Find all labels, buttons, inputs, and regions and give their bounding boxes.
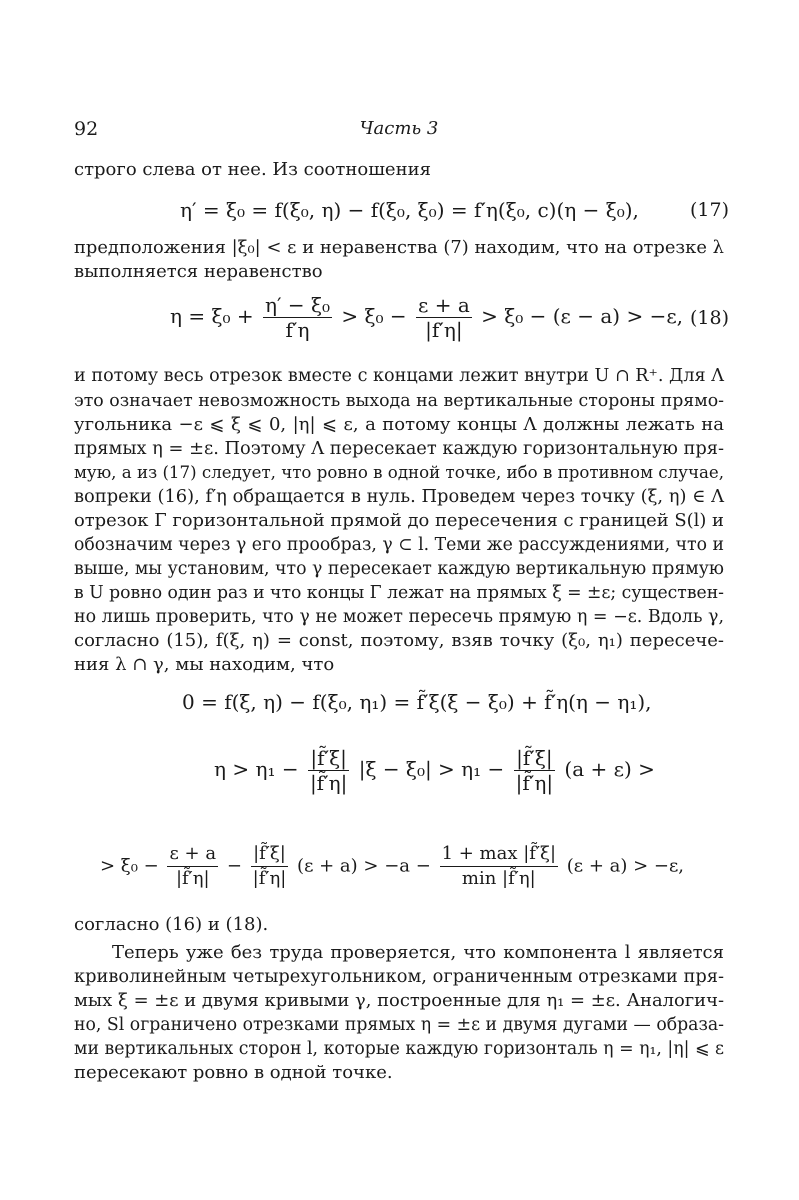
- eqC-part: −: [226, 855, 242, 877]
- text-line: строго слева от нее. Из соотношения: [74, 159, 431, 180]
- text-line: прямых η = ±ε. Поэтому Λ пересекает каждую горизонтальную пря-: [74, 438, 725, 459]
- eqC-part: (ε + a) > −ε,: [566, 855, 685, 877]
- numerator: |f̃′ξ|: [251, 842, 289, 867]
- text-line: предположения |ξ₀| < ε и неравенства (7) находим, что на отрезке λ: [74, 237, 724, 258]
- text-line: вопреки (16), f′η обращается в нуль. Проведем через точку (ξ, η) ∈ Λ: [74, 486, 724, 507]
- equation-number-17: (17): [690, 199, 730, 221]
- equation-c: [100, 842, 684, 891]
- eqB-part: η > η₁ −: [214, 757, 299, 781]
- text-line: Теперь уже без труда проверяется, что компонента l является: [112, 942, 724, 963]
- eq18-part: > ξ₀ − (ε − a) > −ε,: [481, 304, 684, 328]
- text-line: в U ровно один раз и что концы Γ лежат на прямых ξ = ±ε; существен-: [74, 583, 724, 603]
- text-line: это означает невозможность выхода на вертикальные стороны прямо-: [74, 391, 724, 411]
- text-line: но, Sl ограничено отрезками прямых η = ±ε и двумя дугами — образа-: [74, 1015, 724, 1035]
- eqC-part: (ε + a) > −a −: [297, 855, 431, 877]
- text-line: и потому весь отрезок вместе с концами лежит внутри U ∩ R⁺. Для Λ: [74, 366, 724, 386]
- text-line: угольника −ε ⩽ ξ ⩽ 0, |η| ⩽ ε, а потому концы Λ должны лежать на: [74, 414, 724, 435]
- text-line: согласно (15), f(ξ, η) = const, поэтому, взяв точку (ξ₀, η₁) пересече-: [74, 630, 724, 651]
- page-number: 92: [74, 118, 99, 140]
- eqB-part: |ξ − ξ₀| > η₁ −: [358, 757, 505, 781]
- text-line: ми вертикальных сторон l, которые каждую горизонталь η = η₁, |η| ⩽ ε: [74, 1039, 724, 1059]
- denominator: min |f̃′η|: [461, 868, 536, 889]
- denominator: |f̃′η|: [515, 771, 554, 795]
- text-line: выше, мы установим, что γ пересекает каждую вертикальную прямую: [74, 559, 724, 579]
- numerator: ε + a: [417, 293, 470, 317]
- denominator: |f̃′η|: [175, 868, 210, 889]
- text-line: отрезок Γ горизонтальной прямой до пересечения с границей S(l) и: [74, 510, 724, 531]
- denominator: f′η: [285, 318, 310, 342]
- equation-18: [170, 293, 683, 342]
- denominator: |f̃′η|: [309, 771, 348, 795]
- numerator: 1 + max |f̃′ξ|: [440, 842, 558, 867]
- eqB-part: (a + ε) >: [564, 757, 655, 781]
- equation-a: 0 = f(ξ, η) − f(ξ₀, η₁) = f̃′ξ(ξ − ξ₀) + f̃′η(η − η₁),: [182, 690, 652, 714]
- equation-b: [214, 746, 655, 795]
- eq18-fraction: [263, 293, 332, 342]
- eq18-part: η = ξ₀ +: [170, 304, 254, 328]
- text-line: согласно (16) и (18).: [74, 914, 269, 935]
- page-header: [74, 118, 724, 142]
- numerator: |f̃′ξ|: [514, 746, 555, 771]
- eqC-part: > ξ₀ −: [100, 855, 159, 877]
- numerator: |f̃′ξ|: [308, 746, 349, 771]
- text-line: ния λ ∩ γ, мы находим, что: [74, 654, 335, 675]
- eq18-fraction: [416, 293, 472, 342]
- eqC-fraction: [440, 842, 558, 891]
- eqC-fraction: [251, 842, 289, 891]
- text-line: пересекают ровно в одной точке.: [74, 1062, 393, 1083]
- denominator: |f̃′η|: [252, 868, 287, 889]
- denominator: |f′η|: [425, 318, 463, 342]
- running-head: Часть 3: [359, 118, 439, 139]
- text-line: криволинейным четырехугольником, ограниченным отрезками пря-: [74, 966, 724, 987]
- numerator: η′ − ξ₀: [264, 293, 330, 317]
- equation-17: η′ = ξ₀ = f(ξ₀, η) − f(ξ₀, ξ₀) = f′η(ξ₀, c)(η − ξ₀),: [180, 198, 639, 222]
- eqC-fraction: [167, 842, 218, 891]
- text-line: но лишь проверить, что γ не может пересечь прямую η = −ε. Вдоль γ,: [74, 607, 724, 627]
- numerator: ε + a: [167, 842, 218, 867]
- text-line: выполняется неравенство: [74, 261, 323, 282]
- text-line: мую, а из (17) следует, что ровно в одной точке, ибо в противном случае,: [74, 463, 724, 482]
- eq18-part: > ξ₀ −: [341, 304, 407, 328]
- eqB-fraction: [514, 746, 555, 795]
- text-line: мых ξ = ±ε и двумя кривыми γ, построенные для η₁ = ±ε. Аналогич-: [74, 990, 724, 1011]
- text-line: обозначим через γ его прообраз, γ ⊂ l. Теми же рассуждениями, что и: [74, 535, 724, 555]
- equation-number-18: (18): [690, 307, 730, 329]
- eqB-fraction: [308, 746, 349, 795]
